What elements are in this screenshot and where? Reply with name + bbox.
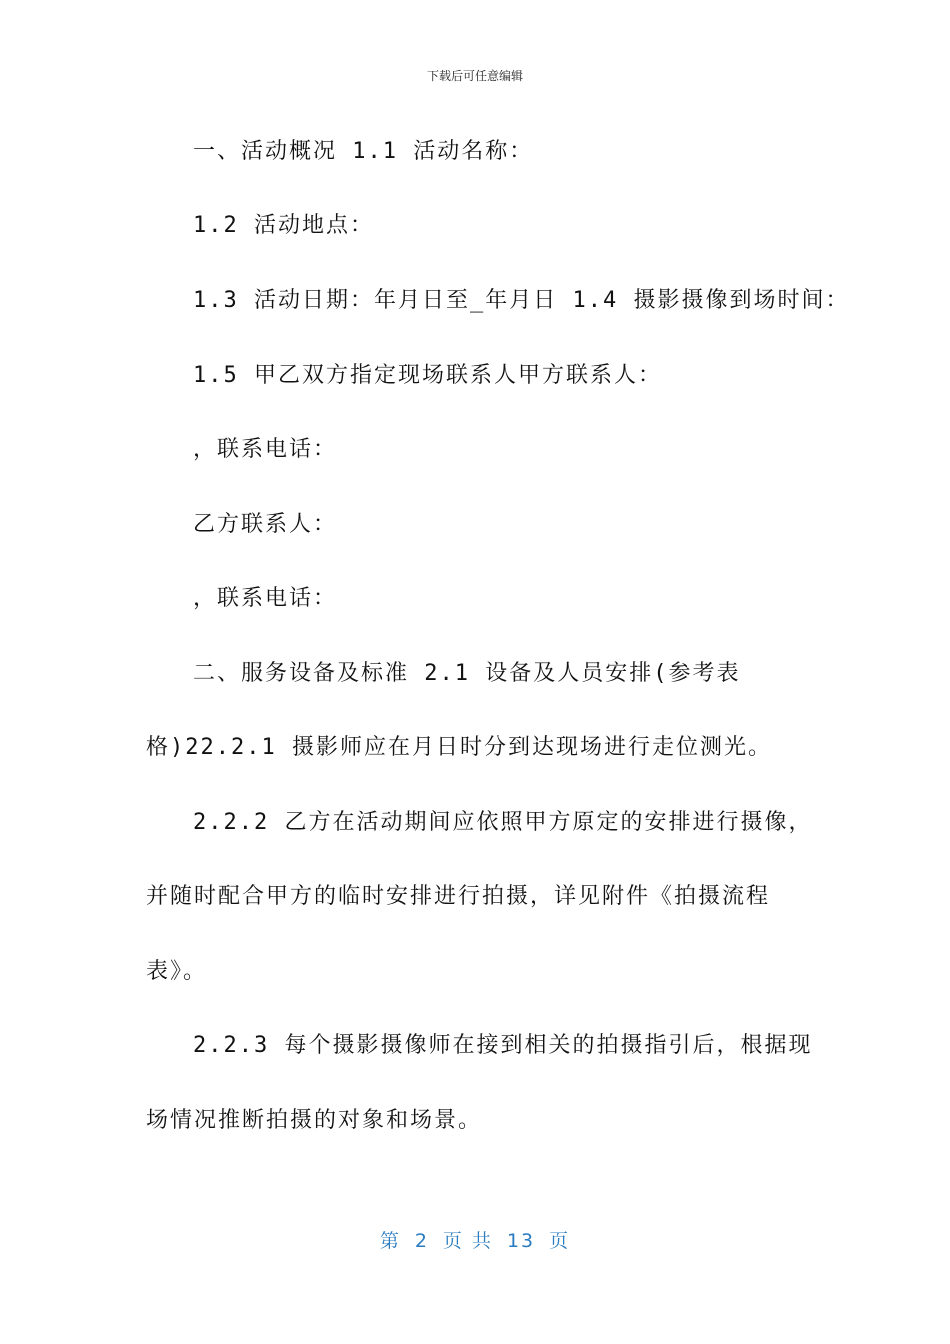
paragraph-line: 1.3 活动日期：年月日至_年月日 1.4 摄影摄像到场时间： xyxy=(193,288,850,313)
paragraph-line: ，联系电话： xyxy=(193,586,338,611)
page-header: 下载后可任意编辑 xyxy=(426,69,523,83)
paragraph-line: 1.2 活动地点： xyxy=(193,213,374,238)
footer-middle: 页 共 xyxy=(442,1230,493,1252)
paragraph-line: 格)22.2.1 摄影师应在月日时分到达现场进行走位测光。 xyxy=(146,735,772,760)
paragraph-line: 乙方联系人： xyxy=(193,512,338,537)
paragraph-line: 表》。 xyxy=(146,959,208,984)
paragraph-line: 1.5 甲乙双方指定现场联系人甲方联系人： xyxy=(193,363,662,388)
paragraph-line: 并随时配合甲方的临时安排进行拍摄，详见附件《拍摄流程 xyxy=(146,884,771,909)
footer-total-pages: 13 xyxy=(506,1230,536,1252)
paragraph-line: 2.2.3 每个摄影摄像师在接到相关的拍摄指引后，根据现 xyxy=(193,1033,813,1058)
paragraph-line: 二、服务设备及标准 2.1 设备及人员安排(参考表 xyxy=(193,661,741,686)
page-footer xyxy=(0,1226,950,1253)
footer-current-page: 2 xyxy=(414,1230,429,1252)
paragraph-line: 一、活动概况 1.1 活动名称： xyxy=(193,139,534,164)
footer-suffix: 页 xyxy=(549,1230,571,1252)
paragraph-line: ，联系电话： xyxy=(193,437,338,462)
paragraph-line: 2.2.2 乙方在活动期间应依照甲方原定的安排进行摄像， xyxy=(193,810,813,835)
paragraph-line: 场情况推断拍摄的对象和场景。 xyxy=(146,1108,483,1133)
footer-prefix: 第 xyxy=(379,1230,401,1252)
